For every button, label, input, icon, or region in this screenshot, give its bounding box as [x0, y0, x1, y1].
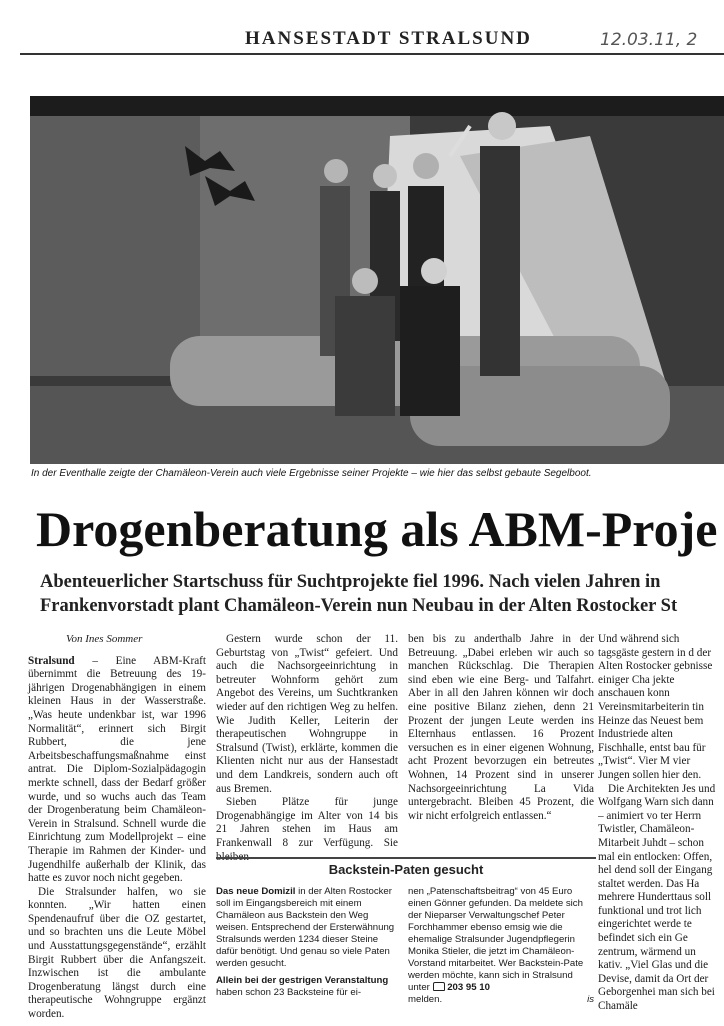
- handwritten-date-note: 12.03.11, 2: [600, 30, 698, 50]
- article-column-4: [598, 633, 722, 1024]
- sidebar-paragraph: nen „Patenschaftsbeitrag“ von 45 Euro einen Gönner gefunden. Da meldete sich der Nieparser Verwaltungschef Peter Forchhammer ebenso emsig wie die ehemalige Stralsunder Jugendpflegerin Monika Stieler, die jetzt im Chamäleon-Vorstand mitarbeitet. Wer Backstein-Pate werden möchte, kann sich in Stralsund unter 203 95 10 melden. is: [408, 886, 594, 1005]
- paragraph: ben bis zu anderthalb Jahre in der Betreuung. „Dabei erleben wir auch so manchen Rückschlag. Die Therapien sind eben wie eine Berg- und Talfahrt. Aber in all den Jahren können wir doch eine positive Bilanz ziehen, denn 21 Prozent der jungen Leute werden ins Elternhaus entlassen. 16 Prozent versuchen es in einer eigenen Wohnung, acht Prozent bevorzugen ein betreutes Wohnen, 14 Prozent sind in unserer Nachsorgeeinrichtung La Vida untergebracht. Bleiben 45 Prozent, die wir nicht erfolgreich entlassen.“: [408, 633, 594, 822]
- byline: Von Ines Sommer: [66, 633, 143, 645]
- paragraph: Sieben Plätze für junge Drogenabhängige im Alter von 14 bis 21 Jahren stehen im Haus am Frankenwall 8 zur Verfügung. Sie bleiben: [216, 796, 398, 863]
- paragraph: Stralsund – Eine ABM-Kraft übernimmt die Betreuung des 19-jährigen Drogenabhängigen in einem kleinen Haus in der Wasserstraße. „Was heute undenkbar ist, war 1996 Normalität“, erinnert sich Birgit Rubbert, die jene Arbeitsbeschaffungsmaßnahme einst antrat. Die Diplom-Sozialpädagogin merkte schnell, dass der Bedarf größer wurde, und so wuchs auch das Team der Drogenberatung beim Chamäleon-Verein in Stralsund. Schnell wurde die Einrichtung zum Modellprojekt – eine Therapie im Rahmen der Kinder- und Jugendhilfe außerhalb der Klinik, das hatte es zuvor noch nicht gegeben.: [28, 654, 206, 885]
- paragraph: Und während sich tagsgäste gestern in d der Alten Rostocker gebnisse einiger Cha jekte anschauen konn Vereinsmitarbeiterin tin Heinze das Neuest bem Industriede alten Fischhalle, entst bau für „Twist“. Vier M vier Jungen sollen hier den.: [598, 633, 713, 781]
- author-signature: is: [587, 994, 594, 1005]
- page-header: [0, 0, 724, 58]
- article-column-3: [408, 633, 594, 823]
- sidebar-paragraph: Das neue Domizil in der Alten Rostocker soll im Eingangsbereich mit einem Chamäleon aus Backstein den Weg weisen. Entsprechend der Ersterwähnung Stralsunds werden 1234 dieser Steine dafür benötigt. Und genau so viele Paten werden gesucht.: [216, 886, 395, 969]
- article-headline: Drogenberatung als ABM-Proje: [36, 501, 718, 557]
- section-title: HANSESTADT STRALSUND: [245, 28, 532, 49]
- sidebar-paragraph: Allein bei der gestrigen Veranstaltung haben schon 23 Backsteine für ei-: [216, 975, 389, 998]
- phone-icon: [433, 982, 445, 991]
- paragraph: Gestern wurde schon der 11. Geburtstag von „Twist“ gefeiert. Und auch die Nachsorgeeinrichtung in betreuter Wohnform gehört zum Angebot des Vereins, um Suchtkranken wieder auf den richtigen Weg zu helfen. Wie Judith Keller, Leiterin der therapeutischen Wohngruppe in Stralsund (Twist), erklärte, kommen die Klienten nicht nur aus der Hansestadt und dem Landkreis, sondern auch oft aus Bremen.: [216, 633, 398, 795]
- dateline: Stralsund: [28, 654, 75, 667]
- header-rule: [20, 53, 724, 55]
- phone-number: 203 95 10: [447, 982, 490, 993]
- article-column-2: [216, 633, 398, 864]
- photo-illustration: [30, 96, 724, 464]
- subheadline-line: Frankenvorstadt plant Chamäleon-Verein nun Neubau in der Alten Rostocker St: [40, 596, 678, 616]
- article-column-1: [28, 633, 206, 1022]
- article-subheadline: [40, 570, 724, 618]
- sidebar-title: Backstein-Paten gesucht: [328, 862, 484, 877]
- paragraph: Die Stralsunder halfen, wo sie konnten. „Wir hatten einen Spendenaufruf über die OZ gestartet, und so brachten uns die Leute Möbel und Ausstattungsgegenstände“, erzählt Birgit Rubbert über die Anfangszeit. Inzwischen ist die ambulante Drogenberatung längst durch eine therapeutische Wohngruppe ergänzt worden.: [28, 885, 206, 1021]
- photo-caption: In der Eventhalle zeigte der Chamäleon-Verein auch viele Ergebnisse seiner Projekte – wie hier das selbst gebaute Segelboot.: [31, 468, 592, 479]
- article-photo: [30, 96, 724, 464]
- sidebar-column-1: [216, 886, 398, 1004]
- paragraph: Die Architekten Jes und Wolfgang Warn sich dann – animiert vo ter Herrn Twistler, Chamäleon-Mitarbeit Juhdt – schon mal ein entlocken: Offen, hel dend soll der Eingang staltet werden. Das Ha mehrere Hunderttaus soll funktional und trot lich eingerichtet werde te befindet sich ein Ge zentrum, wärmend un kativ. „Viel Glas und die Devise, damit da Ort der Geborgenhei man sich bei Chamäle: [598, 782, 716, 1013]
- subheadline-line: Abenteuerlicher Startschuss für Suchtprojekte fiel 1996. Nach vielen Jahren in: [40, 572, 661, 592]
- sidebar-column-2: [408, 886, 594, 1011]
